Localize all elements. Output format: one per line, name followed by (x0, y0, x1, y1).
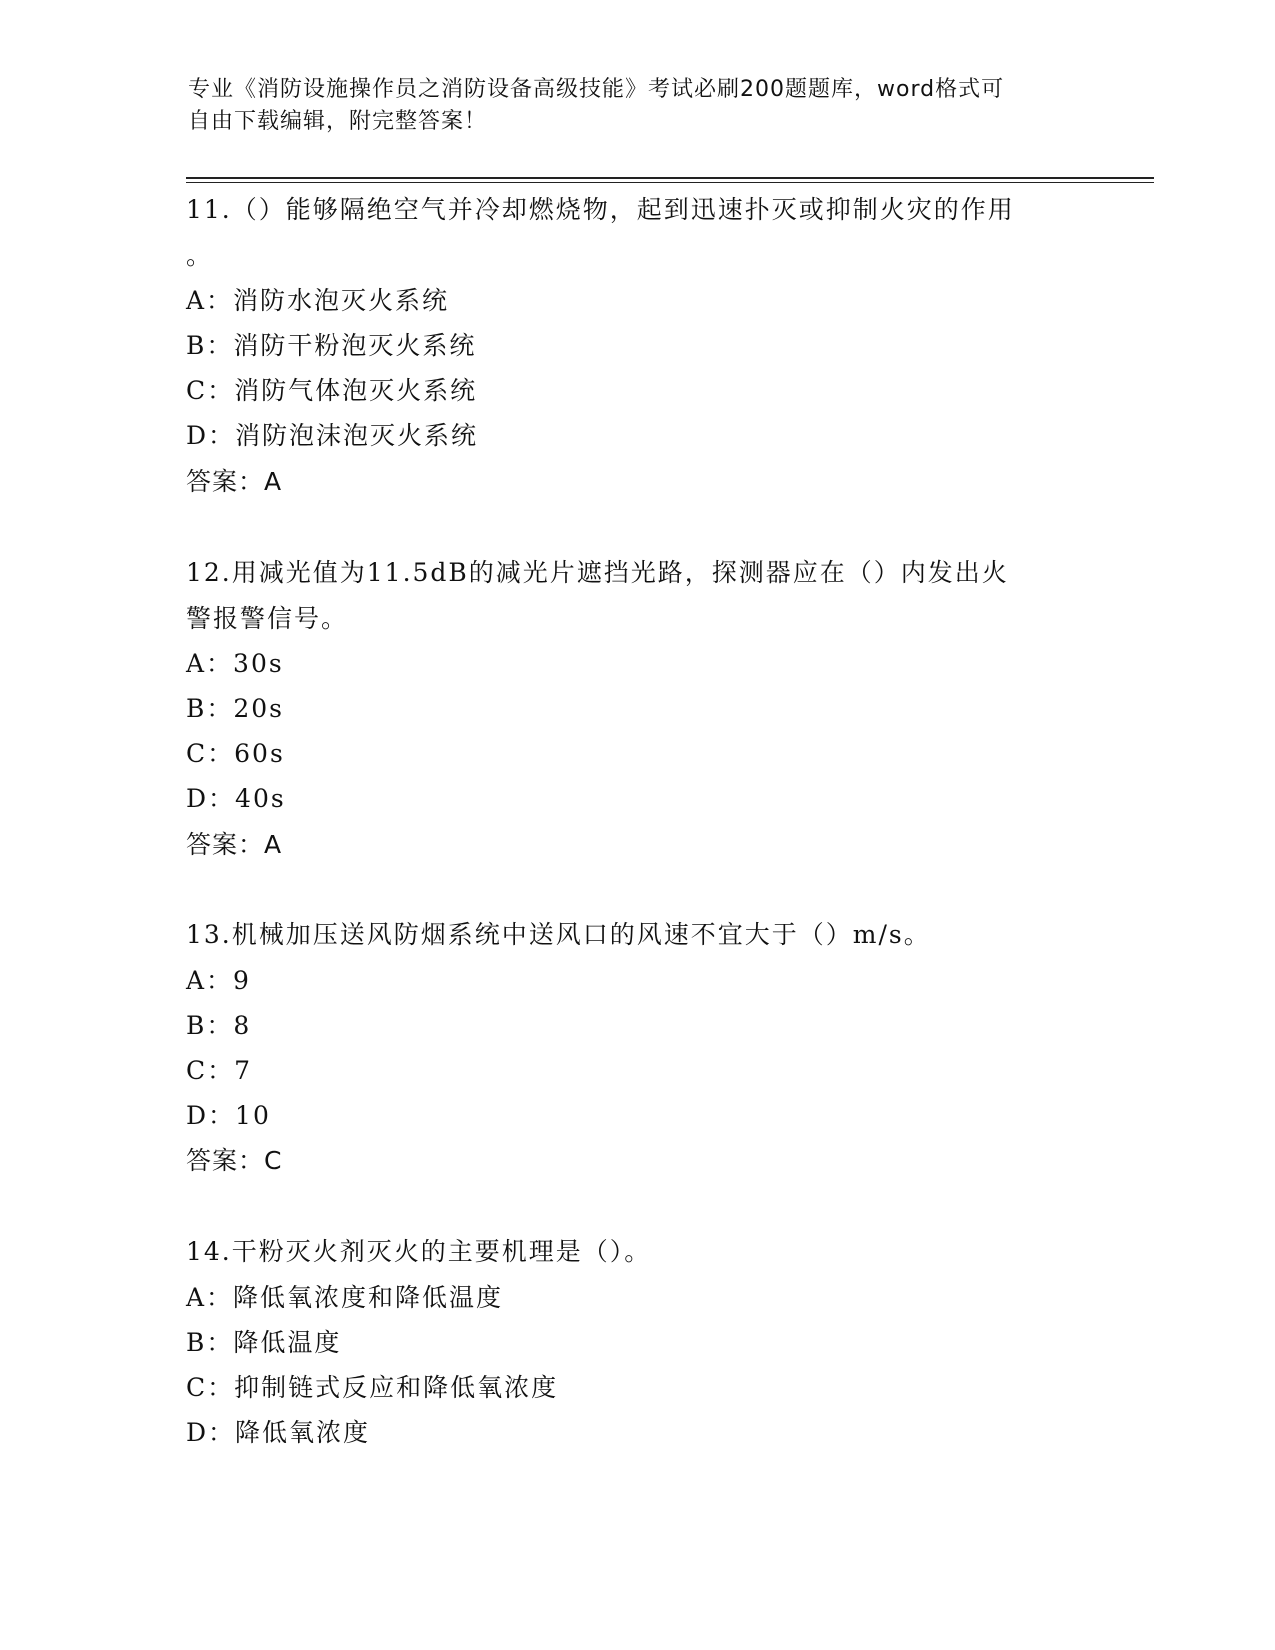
option-a: A：9 (186, 966, 251, 995)
answer: 答案：A (186, 830, 283, 859)
header-divider-thick (186, 177, 1154, 179)
option-b: B：8 (186, 1011, 252, 1040)
option-a: A：降低氧浓度和降低温度 (186, 1283, 504, 1312)
question-stem-continued: 。 (186, 241, 214, 270)
option-a: A：30s (186, 649, 284, 678)
option-c: C：60s (186, 739, 285, 768)
answer: 答案：C (186, 1146, 283, 1175)
option-b: B：消防干粉泡灭火系统 (186, 331, 477, 360)
question-stem: 11.（）能够隔绝空气并冷却燃烧物，起到迅速扑灭或抑制火灾的作用 (186, 195, 1015, 224)
option-c: C：7 (186, 1056, 253, 1085)
question-stem: 13.机械加压送风防烟系统中送风口的风速不宜大于（）m/s。 (186, 920, 931, 949)
question-stem: 14.干粉灭火剂灭火的主要机理是（）。 (186, 1237, 652, 1266)
question-stem: 12.用减光值为11.5dB的减光片遮挡光路，探测器应在（）内发出火 (186, 558, 1009, 587)
option-c: C：消防气体泡灭火系统 (186, 376, 478, 405)
header-line-1: 专业《消防设施操作员之消防设备高级技能》考试必刷200题题库，word格式可 (188, 77, 1005, 102)
option-d: D：40s (186, 784, 286, 813)
option-b: B：20s (186, 694, 285, 723)
option-a: A：消防水泡灭火系统 (186, 286, 450, 315)
header-line-2: 自由下载编辑，附完整答案！ (188, 109, 488, 134)
option-d: D：降低氧浓度 (186, 1418, 371, 1447)
answer: 答案：A (186, 467, 283, 496)
option-c: C：抑制链式反应和降低氧浓度 (186, 1373, 559, 1402)
option-d: D：消防泡沫泡灭火系统 (186, 421, 479, 450)
option-d: D：10 (186, 1101, 271, 1130)
document-header (188, 74, 1068, 138)
question-stem-continued: 警报警信号。 (186, 604, 349, 633)
header-divider-thin (186, 182, 1154, 183)
option-b: B：降低温度 (186, 1328, 342, 1357)
